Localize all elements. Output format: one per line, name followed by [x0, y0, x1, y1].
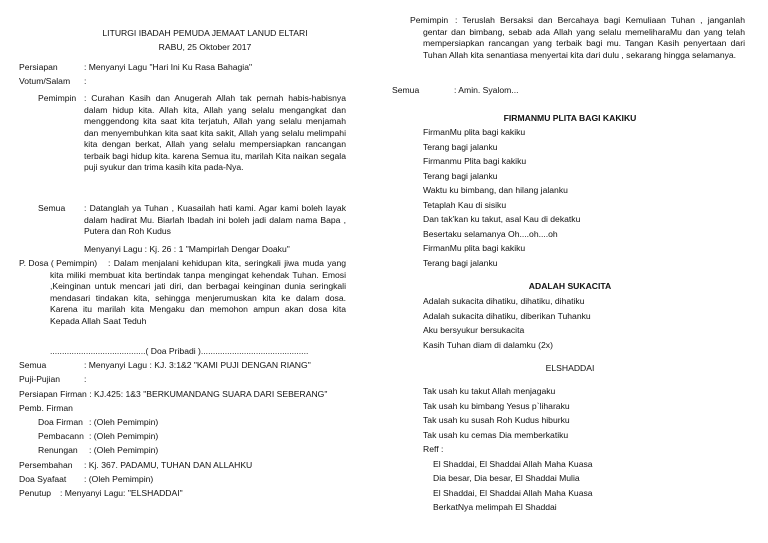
pemb-firman: Pemb. Firman [19, 403, 73, 413]
pdosa-text: : Dalam menjalani kehidupan kita, seringkali jiwa muda yang kita miliki membuat kita bertindak tanpa mengingat kehendak Tuhan. Emosi ,Keinginan untuk mencari jati diri, dan berbagai keinginan dunia seringkali mendasari tindakan kita, sehingga menjerumuskan kita ke dalam dosa. Karena itu marilah kita Mengaku dan memohon ampun akan dosa kita Kepada Allah Saat Teduh [50, 258, 346, 326]
reff-label: Reff : [423, 444, 444, 454]
lyric-line: Waktu ku bimbang, dan hilang jalanku [423, 185, 568, 195]
lyric-line: Tak usah ku bimbang Yesus p`liharaku [423, 400, 570, 411]
doa-firman-text: : (Oleh Pemimpin) [89, 417, 159, 427]
persiapan-label: Persiapan [19, 62, 58, 72]
votum-label: Votum/Salam [19, 76, 71, 86]
lyric-line: FirmanMu plita bagi kakiku [423, 243, 526, 253]
semua2-label: Semua [19, 360, 47, 370]
lyric-line: Firmanmu Plita bagi kakiku [423, 156, 527, 166]
lyric-line: FirmanMu plita bagi kakiku [423, 127, 526, 137]
lyric-line: Tak usah ku takut Allah menjagaku [423, 386, 556, 396]
renungan-label: Renungan [38, 445, 78, 455]
pemimpin2-label: Pemimpin [410, 15, 449, 25]
reff-line: El Shaddai, El Shaddai Allah Maha Kuasa [433, 487, 593, 498]
song-title-firmanmu: FIRMANMU PLITA BAGI KAKIKU [503, 113, 637, 123]
lyric-line: Terang bagi jalanku [423, 257, 498, 268]
song-title-sukacita: ADALAH SUKACITA [528, 281, 612, 291]
reff-line: BerkatNya melimpah El Shaddai [433, 502, 557, 512]
semua3-label: Semua [392, 85, 420, 95]
lyric-line: Adalah sukacita dihatiku, diberikan Tuhanku [423, 310, 591, 321]
pdosa-label: P. Dosa ( Pemimpin) [19, 258, 98, 268]
renungan-text: : (Oleh Pemimpin) [89, 445, 159, 455]
doa-firman-label: Doa Firman [38, 417, 83, 427]
persembahan-text: : Kj. 367. PADAMU, TUHAN DAN ALLAHKU [84, 460, 253, 470]
liturgy-title: LITURGI IBADAH PEMUDA JEMAAT LANUD ELTARI [102, 28, 308, 38]
semua3-text: : Amin. Syalom... [454, 85, 519, 95]
reff-line: El Shaddai, El Shaddai Allah Maha Kuasa [433, 458, 593, 469]
lyric-line: Tetaplah Kau di sisiku [423, 199, 507, 210]
pemimpin-text: : Curahan Kasih dan Anugerah Allah tak pernah habis-habisnya dalam hidup kita. Allah kita, Allah yang selalu mengangkat dan menggendong kita saat kita terjatuh, Allah yang selalu menjamah dan menyembuhkan kita saat kita sakit, Allah yang selalu melimpahi kita dengan berkat, Allah yang selalu mempersiapkan rancangan terbaik bagi hidup kita. karena Semua itu, marilah Kita naikan segala puji syukur dan trima kasih kita pada-Nya. [84, 93, 346, 172]
lyric-line: Aku bersyukur bersukacita [423, 325, 525, 335]
pembacaan-label: Pembacann [38, 431, 84, 441]
lyric-line: Adalah sukacita dihatiku, dihatiku, dihatiku [423, 296, 585, 306]
doa-pribadi: ........................................( Doa Pribadi )............................................. [50, 346, 309, 356]
lyric-line: Terang bagi jalanku [423, 141, 498, 152]
penutup-text: : Menyanyi Lagu: "ELSHADDAI" [60, 488, 183, 498]
persiapan-text: : Menyanyi Lagu "Hari Ini Ku Rasa Bahagia" [84, 62, 253, 72]
persiapan-firman: Persiapan Firman : KJ.425: 1&3 "BERKUMANDANG SUARA DARI SEBERANG" [19, 389, 328, 399]
penutup-label: Penutup [19, 488, 52, 498]
semua-label: Semua [38, 203, 66, 213]
semua-song: Menyanyi Lagu : Kj. 26 : 1 "Mampirlah Dengar Doaku" [84, 244, 290, 254]
doa-syafaat-text: : (Oleh Pemimpin) [84, 474, 154, 484]
pembacaan-text: : (Oleh Pemimpin) [89, 431, 159, 441]
pemimpin-label: Pemimpin [38, 93, 77, 103]
lyric-line: Tak usah ku susah Roh Kudus hiburku [423, 415, 570, 425]
pujipujian-sep: : [84, 374, 87, 384]
reff-line: Dia besar, Dia besar, El Shaddai Mulia [433, 473, 580, 483]
pemimpin2-text: : Teruslah Bersaksi dan Bercahaya bagi Kemuliaan Tuhan , janganlah gentar dan bimbang, sebab ada Allah yang selalu memeliharaMu dan yang telah mempersiapkan rancangan yang terbaik bagi mu. Tangan Kasih penyertaan dari Tuhan Allah kita senantiasa menyertai kita dari dulu , sekarang hingga selamanya. [423, 15, 745, 60]
lyric-line: Tak usah ku cemas Dia memberkatiku [423, 429, 569, 440]
lyric-line: Besertaku selamanya Oh....oh....oh [423, 228, 558, 239]
lyric-line: Terang bagi jalanku [423, 170, 498, 181]
pujipujian-label: Puji-Pujian [19, 374, 61, 384]
semua-text: : Datanglah ya Tuhan , Kuasailah hati kami. Agar kami boleh layak dalam hadirat Mu. Biarlah Ibadah ini boleh jadi dalam nama Bapa , Putera dan Roh Kudus [84, 203, 346, 236]
liturgy-date: RABU, 25 Oktober 2017 [158, 42, 252, 52]
persembahan-label: Persembahan [19, 460, 73, 470]
song-title-elshaddai: ELSHADDAI [545, 363, 595, 373]
lyric-line: Dan tak'kan ku takut, asal Kau di dekatku [423, 214, 581, 224]
doa-syafaat-label: Doa Syafaat [19, 474, 67, 484]
semua2-text: : Menyanyi Lagu : KJ. 3:1&2 "KAMI PUJI DENGAN RIANG" [84, 360, 311, 370]
lyric-line: Kasih Tuhan diam di dalamku (2x) [423, 339, 553, 350]
votum-sep: : [84, 76, 87, 86]
